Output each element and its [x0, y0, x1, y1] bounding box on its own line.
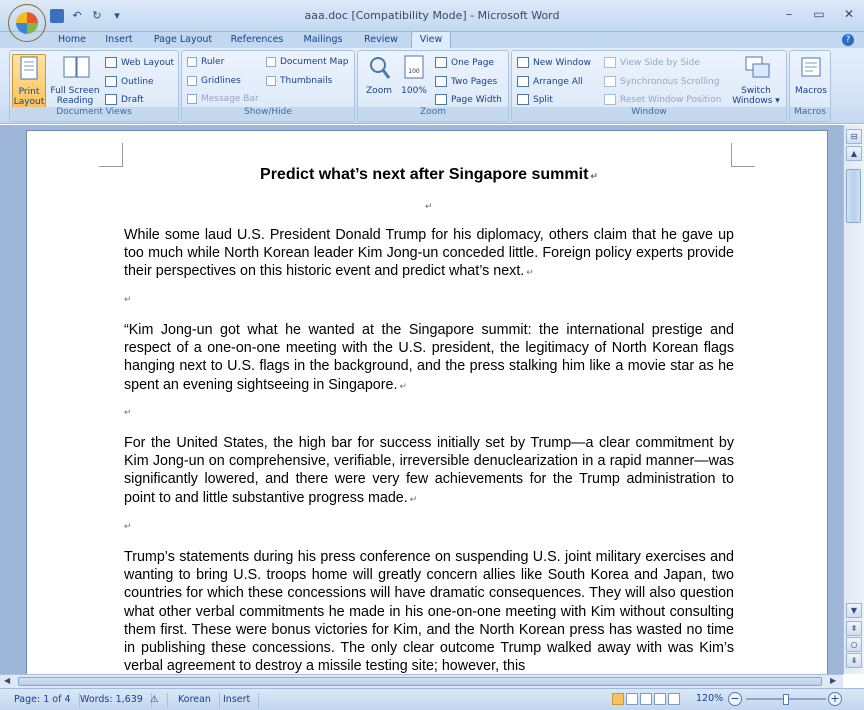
side-by-side-icon: [604, 57, 616, 68]
svg-text:100: 100: [408, 68, 420, 75]
ruler-checkbox[interactable]: [187, 57, 224, 67]
zoom-in-icon[interactable]: +: [828, 692, 842, 706]
undo-icon[interactable]: ↶: [72, 9, 82, 22]
minimize-button[interactable]: –: [786, 7, 792, 21]
macros-icon: [799, 54, 823, 82]
tab-review[interactable]: Review: [364, 34, 398, 45]
new-window-icon: [517, 57, 529, 68]
reset-window-position-label: Reset Window Position: [620, 94, 722, 105]
split-icon: [517, 94, 529, 105]
reset-window-position-button: [604, 94, 721, 105]
zoom-label: Zoom: [366, 86, 392, 96]
help-icon[interactable]: ?: [842, 34, 854, 46]
paragraph-4-text: Trump’s statements during his press conference on suspending U.S. joint military exercises and wanting to bring U.S. troops home will greatly concern allies like South Korea and Japan, two countries for which these concessions will have dramatic consequences. They will also question what other verbal commitments he made in his one-on-one meeting with Kim without consulting them first. These were bonus victories for Kim, and the North Korean press has wasted no time in publishing these concessions. The only clear outcome Trump walked away with was Kim’s verbal agreement to destroy a missile testing site; however, this: [124, 549, 734, 674]
one-page-button[interactable]: [435, 57, 494, 68]
arrange-all-icon: [517, 76, 529, 87]
office-logo-icon: [16, 12, 38, 34]
print-layout-icon: [17, 55, 41, 83]
page-100-icon: [402, 54, 426, 82]
scroll-left-icon[interactable]: ◀: [4, 676, 11, 685]
paragraph-mark: ↵: [399, 380, 407, 391]
close-button[interactable]: ✕: [843, 7, 855, 21]
message-bar-check-icon: [187, 94, 197, 104]
synchronous-scrolling-button: [604, 76, 719, 87]
status-bar: [0, 688, 864, 710]
sync-scroll-icon: [604, 76, 616, 87]
ruler-toggle-icon[interactable]: ⊟: [846, 129, 862, 144]
arrange-all-button[interactable]: [517, 76, 583, 87]
one-page-label: One Page: [451, 57, 494, 68]
paragraph-3[interactable]: [124, 434, 734, 508]
zoom-out-icon[interactable]: −: [728, 692, 742, 706]
zoom-slider-thumb[interactable]: [783, 694, 789, 705]
group-document-views: [9, 50, 179, 122]
view-side-by-side-label: View Side by Side: [620, 57, 700, 68]
next-page-icon[interactable]: ⇟: [846, 653, 862, 668]
synchronous-scrolling-label: Synchronous Scrolling: [620, 76, 720, 87]
empty-paragraph-mark: ↵: [124, 294, 132, 304]
group-zoom: [357, 50, 509, 122]
tab-references[interactable]: References: [230, 34, 284, 45]
paragraph-4[interactable]: [124, 548, 734, 674]
message-bar-label: Message Bar: [201, 94, 259, 104]
paragraph-2-text: “Kim Jong-un got what he wanted at the Singapore summit: the international prestige and respect of a one-on-one meeting with the U.S. president, the legitimacy of North Korean flags hanging next to U.S. flags in the background, and the press stalking him like a movie star as he spent an evening sightseeing in Singapore.: [124, 322, 734, 393]
full-screen-reading-icon: [63, 54, 87, 82]
vertical-scrollbar[interactable]: [843, 125, 864, 674]
scroll-down-icon[interactable]: ▼: [846, 603, 862, 618]
thumbnails-label: Thumbnails: [280, 76, 333, 86]
draft-icon: [105, 94, 117, 105]
page-width-button[interactable]: [435, 94, 502, 105]
show-hide-label: Show/Hide: [182, 107, 354, 121]
scroll-up-icon[interactable]: ▲: [846, 146, 862, 161]
paragraph-1[interactable]: [124, 226, 734, 282]
ribbon: [0, 48, 864, 124]
macros-label: Macros: [795, 86, 827, 96]
print-layout-button[interactable]: [12, 54, 46, 108]
tab-mailings[interactable]: Mailings: [303, 34, 343, 45]
group-macros: [789, 50, 831, 122]
group-window: [511, 50, 787, 122]
draft-button[interactable]: [105, 94, 144, 105]
print-layout-label: Print Layout: [13, 87, 45, 107]
crop-mark-left: [99, 143, 123, 167]
switch-windows-icon: [744, 54, 768, 82]
macros-group-label: Macros: [790, 107, 830, 121]
web-layout-label: Web Layout: [121, 57, 175, 68]
page-width-label: Page Width: [451, 94, 502, 105]
switch-windows-button[interactable]: [728, 54, 784, 106]
ruler-label: Ruler: [201, 57, 225, 67]
redo-icon[interactable]: ↻: [92, 9, 102, 22]
paragraph-mark: ↵: [590, 171, 598, 181]
proofing-icon[interactable]: ⚠: [150, 693, 168, 707]
web-layout-view-icon[interactable]: [640, 693, 652, 705]
scroll-right-icon[interactable]: ▶: [830, 676, 837, 685]
ribbon-tabs: [0, 32, 864, 48]
zoom-level[interactable]: 120%: [696, 693, 724, 704]
document-page[interactable]: [26, 130, 828, 674]
zoom-group-label: Zoom: [358, 107, 508, 121]
split-label: Split: [533, 94, 553, 105]
outline-label: Outline: [121, 76, 154, 87]
outline-icon: [105, 76, 117, 87]
paragraph-1-text: While some laud U.S. President Donald Trump for his diplomacy, others claim that he gave up too much while North Korean leader Kim Jong-un conceded little. Foreign policy experts provide their perspectives on this historic event and predict what’s next.: [124, 227, 734, 280]
title-bar: [0, 0, 864, 32]
scroll-thumb[interactable]: [846, 169, 861, 223]
insert-mode-indicator[interactable]: Insert: [223, 693, 259, 707]
full-screen-reading-label: Full Screen Reading: [50, 86, 100, 106]
view-shortcuts: [612, 693, 680, 705]
zoom-100-button[interactable]: [398, 54, 430, 96]
arrange-all-label: Arrange All: [533, 76, 583, 87]
paragraph-mark: ↵: [409, 493, 418, 504]
empty-paragraph-mark: ↵: [124, 521, 132, 531]
two-pages-button[interactable]: [435, 76, 497, 87]
document-map-check-icon: [266, 57, 276, 67]
zoom-button[interactable]: [362, 54, 396, 96]
horizontal-scrollbar[interactable]: [0, 674, 843, 688]
new-window-button[interactable]: [517, 57, 591, 68]
view-side-by-side-button: [604, 57, 700, 68]
magnifier-icon: [367, 54, 391, 82]
paragraph-3-text: For the United States, the high bar for success initially set by Trump—a clear commitment by Kim Jong-un on comprehensive, verifiable, irreversible denuclearization in a rapid manner—was significantly lowered, and there were very few achievements for the Trump administration to point to and little substantive progress made.: [124, 435, 734, 506]
document-title[interactable]: [124, 166, 734, 184]
split-button[interactable]: [517, 94, 553, 105]
thumbnails-checkbox[interactable]: [266, 76, 332, 86]
gridlines-checkbox[interactable]: [187, 76, 241, 86]
tab-home[interactable]: Home: [57, 34, 87, 45]
tab-page-layout[interactable]: Page Layout: [153, 34, 213, 45]
draft-view-icon[interactable]: [668, 693, 680, 705]
thumbnails-check-icon: [266, 76, 276, 86]
two-pages-icon: [435, 76, 447, 87]
group-show-hide: [181, 50, 355, 122]
reset-window-icon: [604, 94, 616, 105]
window-title: aaa.doc [Compatibility Mode] - Microsoft Word: [304, 9, 560, 22]
page-count[interactable]: Page: 1 of 4: [14, 693, 80, 707]
empty-paragraph-mark: ↵: [425, 201, 433, 211]
page-width-icon: [435, 94, 447, 105]
document-map-checkbox[interactable]: [266, 57, 348, 67]
select-browse-object-icon[interactable]: ○: [846, 637, 862, 652]
print-layout-view-icon[interactable]: [612, 693, 624, 705]
outline-button[interactable]: [105, 76, 154, 87]
switch-windows-label: Switch Windows ▾: [732, 86, 780, 106]
window-group-label: Window: [512, 107, 786, 121]
gridlines-label: Gridlines: [201, 76, 241, 86]
draft-label: Draft: [121, 94, 144, 105]
paragraph-2[interactable]: [124, 321, 734, 395]
macros-button[interactable]: [792, 54, 830, 96]
restore-button[interactable]: ▭: [813, 7, 825, 21]
tab-insert[interactable]: Insert: [105, 34, 133, 45]
crop-mark-right: [731, 143, 755, 167]
language-indicator[interactable]: Korean: [178, 693, 220, 707]
customize-qat-icon[interactable]: ▾: [114, 9, 120, 22]
previous-page-icon[interactable]: ⇞: [846, 621, 862, 636]
full-screen-reading-button[interactable]: [50, 54, 100, 106]
new-window-label: New Window: [533, 57, 591, 68]
message-bar-checkbox: [187, 94, 259, 104]
document-title-text: Predict what’s next after Singapore summit: [260, 166, 589, 183]
web-layout-button[interactable]: [105, 57, 174, 68]
word-count[interactable]: Words: 1,639: [80, 693, 152, 707]
full-screen-view-icon[interactable]: [626, 693, 638, 705]
ruler-check-icon: [187, 57, 197, 67]
two-pages-label: Two Pages: [451, 76, 498, 87]
paragraph-mark: ↵: [526, 267, 534, 278]
office-button[interactable]: [8, 4, 46, 42]
document-map-label: Document Map: [280, 57, 349, 67]
zoom-100-label: 100%: [401, 86, 427, 96]
document-views-label: Document Views: [10, 107, 178, 121]
web-layout-icon: [105, 57, 117, 68]
empty-paragraph-mark: ↵: [124, 407, 132, 417]
gridlines-check-icon: [187, 76, 197, 86]
outline-view-icon[interactable]: [654, 693, 666, 705]
document-area: [0, 125, 843, 674]
horizontal-scroll-thumb[interactable]: [18, 677, 822, 686]
one-page-icon: [435, 57, 447, 68]
tab-view[interactable]: View: [411, 31, 451, 49]
